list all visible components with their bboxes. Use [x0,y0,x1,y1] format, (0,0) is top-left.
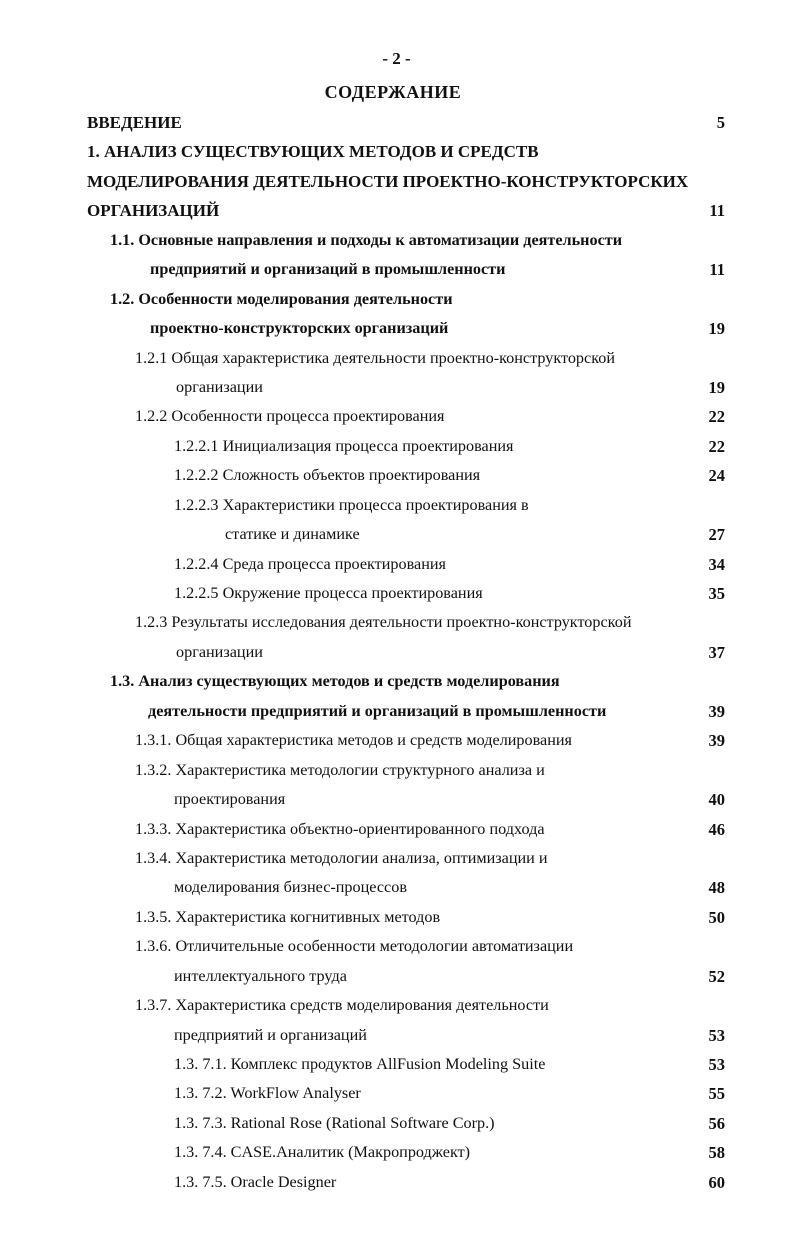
toc-entry [0,1138,793,1167]
toc-page-number: 53 [708,1025,725,1045]
toc-entry-text: 1.2.2.3 Характеристики процесса проектирования в [174,495,529,514]
toc-entry-text: 1.3.2. Характеристика методологии структурного анализа и [135,760,545,779]
toc-entry-text: ВВЕДЕНИЕ [87,113,182,132]
toc-entry [0,1109,793,1138]
toc-line [0,844,793,873]
toc-entry-text: 1.2.2 Особенности процесса проектирования [135,407,445,426]
toc-page-number: 27 [708,525,725,545]
toc-entry [0,1050,793,1079]
toc-entry [0,815,793,844]
toc-entry-text: 1.3.3. Характеристика объектно-ориентированного подхода [135,819,545,838]
toc-entry-text: 1.2.2.2 Сложность объектов проектирования [174,466,481,485]
toc-line [0,638,793,667]
toc-page-number: 55 [708,1084,725,1104]
toc-page-number: 22 [708,407,725,427]
toc-line [0,167,793,196]
toc-entry-text: статике и динамике [225,525,360,544]
toc-entry-text: организации [176,642,263,661]
toc-entry-text: 1.2. Особенности моделирования деятельности [110,289,453,308]
toc-line [0,432,793,461]
toc-line [0,226,793,255]
toc-entry-text: 1.3. 7.3. Rational Rose (Rational Software Corp.) [174,1113,495,1132]
toc-entry [0,402,793,431]
toc-entry-text: 1.3.1. Общая характеристика методов и средств моделирования [135,731,573,750]
toc-page-number: 19 [708,319,725,339]
toc-line [0,1079,793,1108]
toc-page-number: 24 [708,466,725,486]
toc-entry-text: предприятий и организаций в промышленности [150,260,506,279]
toc-entry [0,137,793,225]
toc-entry-text: 1.2.1 Общая характеристика деятельности проектно-конструкторской [135,348,616,367]
toc-page-number: 56 [708,1113,725,1133]
table-of-contents [0,108,793,1197]
toc-entry-text: интеллектуального труда [174,966,347,985]
toc-line [0,1138,793,1167]
toc-entry-text: 1.2.2.4 Среда процесса проектирования [174,554,446,573]
toc-line [0,579,793,608]
toc-entry [0,579,793,608]
toc-entry [0,285,793,344]
toc-line [0,991,793,1020]
toc-line [0,903,793,932]
toc-page-number: 39 [708,731,725,751]
toc-entry-text: 1.3. 7.4. CASE.Аналитик (Макропроджект) [174,1143,471,1162]
toc-line [0,1168,793,1197]
toc-page-number: 58 [708,1143,725,1163]
toc-entry [0,756,793,815]
toc-line [0,491,793,520]
toc-entry-text: моделирования бизнес-процессов [174,878,407,897]
toc-line [0,344,793,373]
toc-entry-text: 1.3. Анализ существующих методов и средств моделирования [110,672,560,691]
toc-line [0,255,793,284]
toc-entry [0,491,793,550]
toc-entry-text: организации [176,377,263,396]
toc-entry [0,550,793,579]
toc-entry-text: МОДЕЛИРОВАНИЯ ДЕЯТЕЛЬНОСТИ ПРОЕКТНО-КОНСТРУКТОРСКИХ [87,171,689,191]
toc-entry-text: 1.3. 7.2. WorkFlow Analyser [174,1084,361,1103]
toc-page-number: 60 [708,1172,725,1192]
toc-entry [0,844,793,903]
toc-line [0,608,793,637]
toc-line [0,1050,793,1079]
page-title: СОДЕРЖАНИЕ [324,82,462,102]
toc-page-number: 19 [708,377,725,397]
toc-line [0,314,793,343]
toc-entry-text: деятельности предприятий и организаций в промышленности [148,701,607,720]
toc-page-number: 34 [708,554,725,574]
toc-entry [0,667,793,726]
page-number: - 2 - [382,49,411,68]
toc-line [0,726,793,755]
toc-entry-text: проектирования [174,790,286,809]
toc-entry-text: предприятий и организаций [174,1025,367,1044]
toc-line [0,667,793,696]
toc-entry-text: 1.3.7. Характеристика средств моделирования деятельности [135,996,549,1015]
toc-line [0,1109,793,1138]
toc-page-number: 11 [709,260,725,280]
toc-entry [0,461,793,490]
toc-page-number: 53 [708,1055,725,1074]
toc-entry [0,932,793,991]
toc-page-number: 22 [708,436,725,456]
toc-line [0,137,793,166]
toc-entry [0,344,793,403]
toc-page-number: 5 [716,113,725,132]
toc-entry-text: 1.3.5. Характеристика когнитивных методов [135,907,441,926]
toc-line [0,815,793,844]
toc-entry-text: 1.3. 7.5. Oracle Designer [174,1172,337,1191]
toc-line [0,962,793,991]
toc-entry [0,726,793,755]
toc-line [0,550,793,579]
toc-line [0,402,793,431]
toc-page-number: 52 [708,966,725,986]
toc-entry [0,903,793,932]
toc-entry-text: 1.3. 7.1. Комплекс продуктов AllFusion Modeling Suite [174,1055,546,1073]
toc-line [0,785,793,814]
toc-line [0,932,793,961]
toc-line [0,285,793,314]
toc-line [0,108,793,137]
toc-entry-text: 1.1. Основные направления и подходы к автоматизации деятельности [110,230,623,249]
toc-entry [0,226,793,285]
toc-entry-text: 1.2.2.5 Окружение процесса проектирования [174,584,483,602]
toc-line [0,756,793,785]
toc-page-number: 46 [708,819,725,839]
toc-page-number: 39 [708,701,725,721]
toc-entry [0,108,793,137]
toc-entry [0,1168,793,1197]
toc-page-number: 50 [708,907,725,927]
toc-entry-text: 1.3.4. Характеристика методологии анализа, оптимизации и [135,848,548,867]
toc-line [0,373,793,402]
toc-line [0,520,793,549]
toc-entry [0,608,793,667]
toc-page-number: 48 [708,878,725,898]
toc-page-number: 11 [709,201,725,221]
toc-entry-text: 1. АНАЛИЗ СУЩЕСТВУЮЩИХ МЕТОДОВ И СРЕДСТВ [87,142,539,162]
toc-page-number: 35 [708,584,725,603]
toc-entry [0,432,793,461]
toc-entry [0,991,793,1050]
toc-entry-text: ОРГАНИЗАЦИЙ [87,201,220,221]
toc-entry-text: 1.2.2.1 Инициализация процесса проектирования [174,436,514,455]
toc-entry-text: 1.2.3 Результаты исследования деятельности проектно-конструкторской [135,613,632,632]
toc-line [0,697,793,726]
toc-line [0,873,793,902]
toc-entry-text: 1.3.6. Отличительные особенности методологии автоматизации [135,937,574,956]
toc-entry-text: проектно-конструкторских организаций [150,319,449,338]
toc-page-number: 37 [708,642,725,662]
toc-line [0,461,793,490]
toc-line [0,1021,793,1050]
toc-line [0,196,793,225]
toc-entry [0,1079,793,1108]
toc-page-number: 40 [708,790,725,810]
